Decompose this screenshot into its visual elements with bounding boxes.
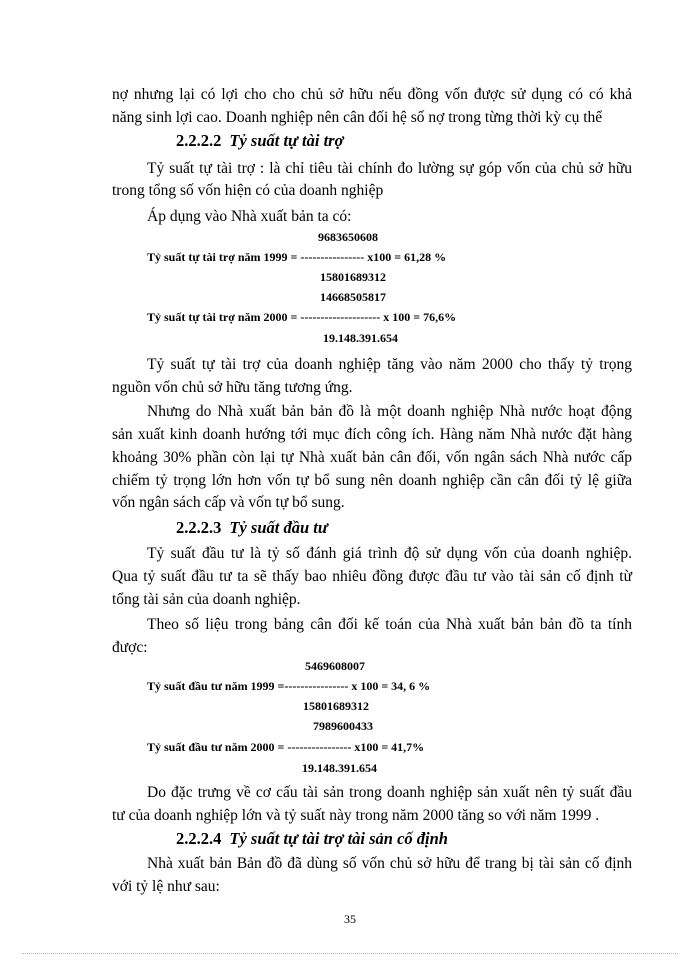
- formula-numerator: 5469608007: [305, 659, 365, 673]
- section-heading-2-2-2-4: [176, 828, 448, 850]
- paragraph-line: Tỷ suất tự tài trợ của doanh nghiệp tăng vào năm 2000 cho thấy tỷ trọng: [147, 356, 632, 373]
- heading-title: Tỷ suất tự tài trợ tài sản cố định: [229, 829, 448, 848]
- paragraph-line: Áp dụng vào Nhà xuất bản ta có:: [147, 208, 352, 225]
- heading-title: Tỷ suất đầu tư: [229, 518, 328, 537]
- formula-numerator: 14668505817: [320, 290, 386, 304]
- paragraph-line: Nhà xuất bản Bản đồ đã dùng số vốn chủ sở hữu để trang bị tài sản cố định: [147, 855, 632, 872]
- paragraph-line: khoảng 30% phần còn lại tự Nhà xuất bản cân đối, vốn ngân sách Nhà nước cấp: [112, 449, 632, 466]
- paragraph-line: Tỷ suất đầu tư là tỷ số đánh giá trình độ sử dụng vốn của doanh nghiệp.: [147, 545, 632, 562]
- paragraph-line: vốn ngân sách cấp và vốn tự bổ sung.: [112, 494, 345, 511]
- section-heading-2-2-2-2: [176, 130, 343, 152]
- paragraph-line: trong tổng số vốn hiện có của doanh nghiệp: [112, 182, 384, 199]
- section-heading-2-2-2-3: [176, 517, 328, 539]
- formula-expression: Tỷ suất tự tài trợ năm 2000 = -------------------- x 100 = 76,6%: [147, 310, 457, 324]
- paragraph-line: Qua tỷ suất đầu tư ta sẽ thấy bao nhiêu đồng được đầu tư vào tài sản cố định từ: [112, 568, 632, 585]
- paragraph-line: Tỷ suất tự tài trợ : là chỉ tiêu tài chính đo lường sự góp vốn của chủ sở hữu: [147, 160, 632, 177]
- paragraph-line: chiếm tỷ trọng lớn hơn vốn tự bổ sung nên doanh nghiệp cần cân đối tỷ lệ giữa: [112, 472, 632, 489]
- paragraph-line: Theo số liệu trong bảng cân đối kế toán của Nhà xuất bản bản đồ ta tính: [147, 616, 632, 633]
- paragraph-line: sản xuất kinh doanh hướng tới mục đích công ích. Hàng năm Nhà nước đặt hàng: [112, 426, 632, 443]
- paragraph-line: với tỷ lệ như sau:: [112, 878, 220, 895]
- formula-denominator: 19.148.391.654: [323, 331, 398, 345]
- formula-denominator: 19.148.391.654: [302, 761, 377, 775]
- paragraph-line: Do đặc trưng về cơ cấu tài sản trong doanh nghiệp sản xuất nên tỷ suất đầu: [147, 784, 632, 801]
- paragraph-line: Nhưng do Nhà xuất bản bản đồ là một doanh nghiệp Nhà nước hoạt động: [147, 403, 632, 420]
- page-border-divider: [22, 953, 678, 954]
- formula-expression: Tỷ suất tự tài trợ năm 1999 = ---------------- x100 = 61,28 %: [147, 250, 447, 264]
- formula-numerator: 9683650608: [318, 230, 378, 244]
- paragraph-line: nợ nhưng lại có lợi cho cho chủ sở hữu nếu đồng vốn được sử dụng có có khả: [112, 86, 632, 103]
- paragraph-line: tổng tài sản của doanh nghiệp.: [112, 591, 301, 608]
- paragraph-line: nguồn vốn chủ sở hữu tăng tương ứng.: [112, 379, 353, 396]
- page-number: 35: [344, 912, 356, 926]
- heading-number: 2.2.2.2: [176, 131, 222, 150]
- formula-denominator: 15801689312: [320, 270, 386, 284]
- paragraph-line: tư của doanh nghiệp lớn và tỷ suất này trong năm 2000 tăng so với năm 1999 .: [112, 807, 600, 824]
- heading-number: 2.2.2.3: [176, 518, 222, 537]
- formula-expression: Tỷ suất đầu tư năm 1999 =---------------- x 100 = 34, 6 %: [147, 679, 431, 693]
- heading-number: 2.2.2.4: [176, 829, 222, 848]
- formula-denominator: 15801689312: [303, 699, 369, 713]
- paragraph-line: được:: [112, 639, 148, 656]
- formula-expression: Tỷ suất đầu tư năm 2000 = ---------------- x100 = 41,7%: [147, 740, 425, 754]
- formula-numerator: 7989600433: [313, 719, 373, 733]
- heading-title: Tỷ suất tự tài trợ: [229, 131, 344, 150]
- paragraph-line: năng sinh lợi cao. Doanh nghiệp nên cân đối hệ số nợ trong từng thời kỳ cụ thể: [112, 109, 603, 126]
